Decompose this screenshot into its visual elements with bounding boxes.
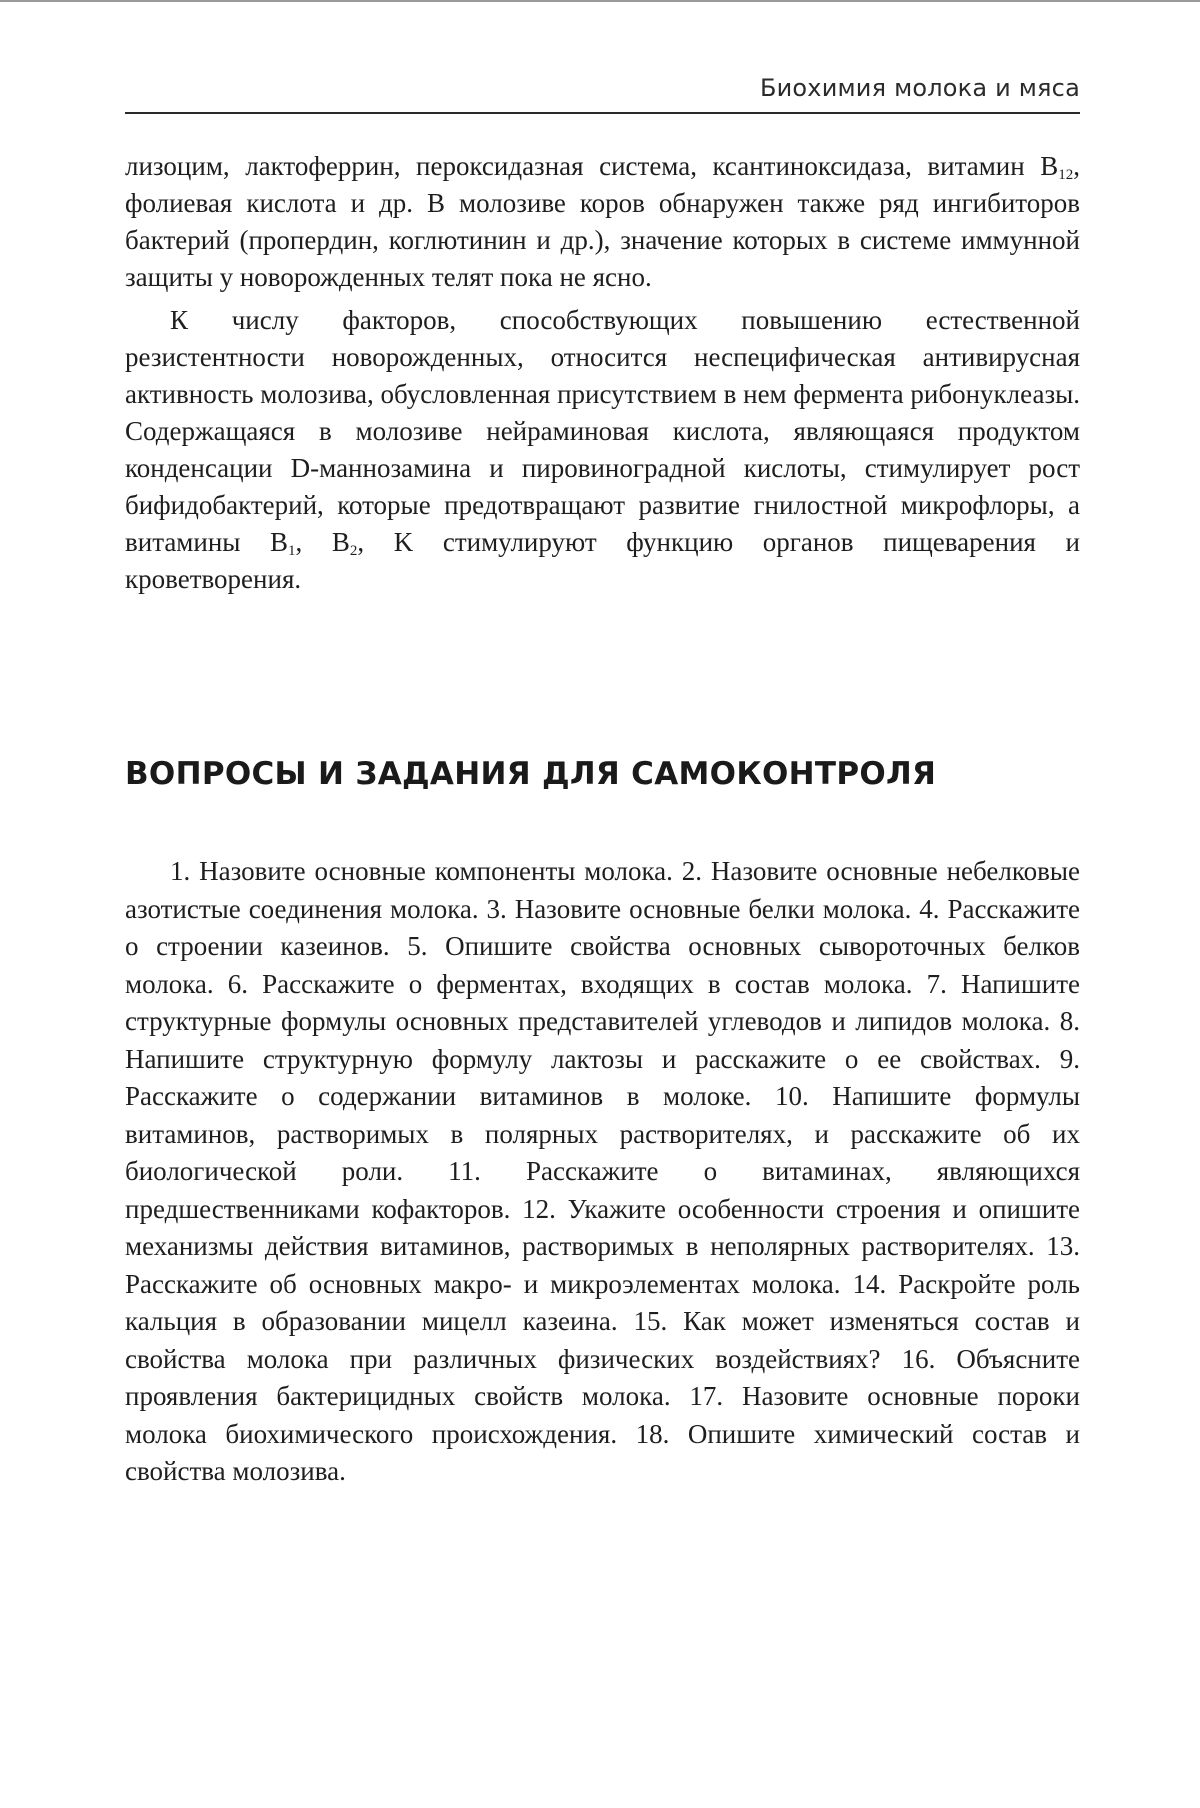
paragraph-1-text-b: , фолиевая кислота и др. В молозиве коров обнаружен также ряд ингибиторов бактерий (пропердин, коглютинин и др.), значение которых в системе иммунной защиты у новорожденных телят пока не ясно. [125,151,1080,292]
subscript-12: 12 [1058,167,1074,183]
paragraph-2-text-a: К числу факторов, способствующих повышению естественной резистентности новорожденных, относится неспецифическая антивирусная активность молозива, обусловленная присутствием в нем фермента рибонуклеазы. Содержащаяся в молозиве нейраминовая кислота, являющаяся продуктом конденсации D-маннозамина и пировиноградной кислоты, стимулирует рост бифидобактерий, которые предотвращают развитие гнилостной микрофлоры, а витамины B [125,305,1080,557]
paragraph-2 [125,302,1080,598]
running-head: Биохимия молока и мяса [759,74,1080,102]
paragraph-1-text-a: лизоцим, лактоферрин, пероксидазная система, ксантиноксидаза, витамин B [125,151,1059,181]
questions-paragraph: 1. Назовите основные компоненты молока. 2. Назовите основные небелковые азотистые соединения молока. 3. Назовите основные белки молока. 4. Расскажите о строении казеинов. 5. Опишите свойства основных сывороточных белков молока. 6. Расскажите о ферментах, входящих в состав молока. 7. Напишите структурные формулы основных представителей углеводов и липидов молока. 8. Напишите структурную формулу лактозы и расскажите о ее свойствах. 9. Расскажите о содержании витаминов в молоке. 10. Напишите формулы витаминов, растворимых в полярных растворителях, и расскажите об их биологической роли. 11. Расскажите о витаминах, являющихся предшественниками кофакторов. 12. Укажите особенности строения и опишите механизмы действия витаминов, растворимых в неполярных растворителях. 13. Расскажите об основных макро- и микроэлементах молока. 14. Раскройте роль кальция в образовании мицелл казеина. 15. Как может изменяться состав и свойства молока при различных физических воздействиях? 16. Объясните проявления бактерицидных свойств молока. 17. Назовите основные пороки молока биохимического происхождения. 18. Опишите химический состав и свойства молозива. [125,856,1080,1486]
body-text [125,148,1080,604]
paragraph-1 [125,148,1080,296]
subscript-2: 2 [349,543,358,559]
subscript-1: 1 [288,543,296,559]
paragraph-2-text-c: , K стимулируют функцию органов пищеварения и кроветворения. [125,527,1081,594]
section-title: ВОПРОСЫ И ЗАДАНИЯ ДЛЯ САМОКОНТРОЛЯ [125,756,937,792]
header-rule [125,112,1080,114]
top-edge-rule [0,0,1200,2]
paragraph-2-text-b: , B [295,527,350,557]
